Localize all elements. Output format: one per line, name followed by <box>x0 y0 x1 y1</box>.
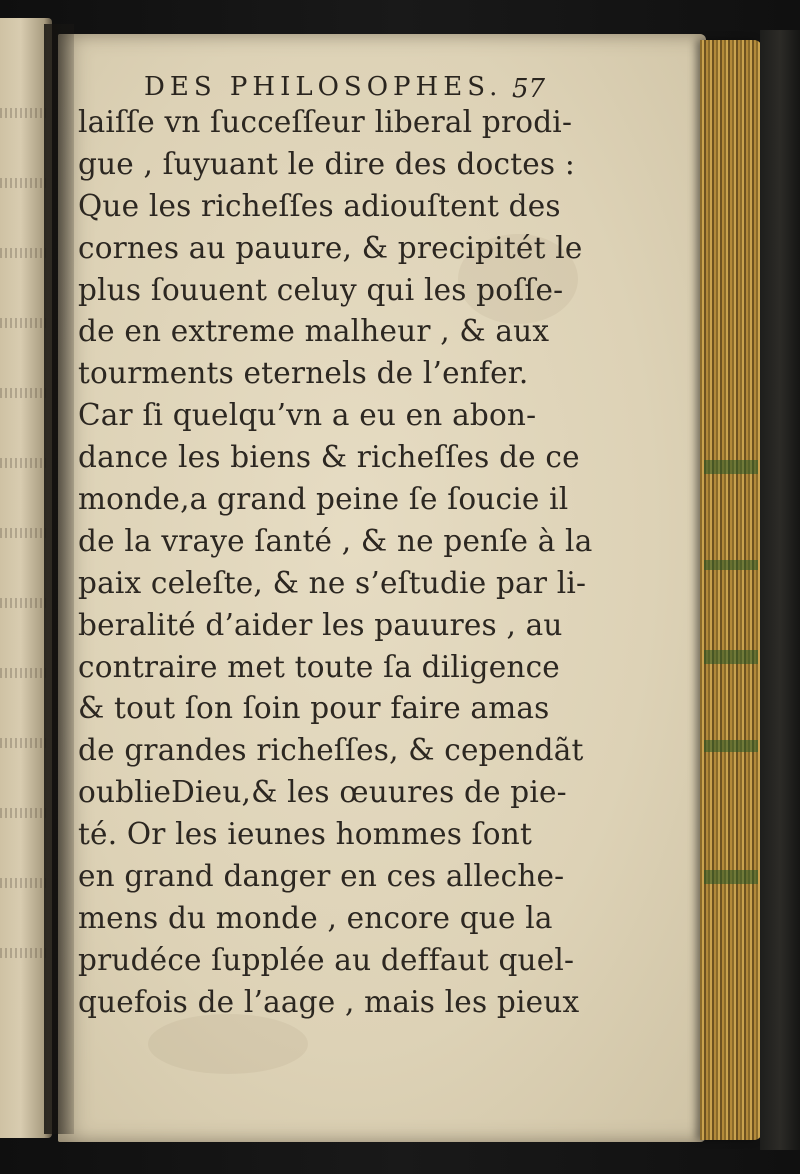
page-gutter <box>44 24 74 1134</box>
text-line: Car ſi quelqu’vn a eu en abon- <box>78 398 537 433</box>
book-binding <box>760 30 800 1150</box>
text-line: oublieDieu,& les œuures de pie- <box>78 775 567 810</box>
text-line: de grandes richeſſes, & cependãt <box>78 733 584 768</box>
text-line: monde,a grand peine ſe ſoucie il <box>78 482 569 517</box>
running-head: DES PHILOSOPHES. <box>144 72 503 102</box>
text-line: té. Or les ieunes hommes ſont <box>78 817 533 852</box>
text-lines <box>78 102 698 1024</box>
page-text-block <box>78 68 698 1019</box>
text-line: plus ſouuent celuy qui les poſſe- <box>78 272 564 307</box>
text-line: dance les biens & richeſſes de ce <box>78 440 580 475</box>
text-line: prudéce ſupplée au deffaut quel- <box>78 942 575 977</box>
text-line: de la vraye ſanté , & ne penſe à la <box>78 523 593 558</box>
text-line: quefois de l’aage , mais les pieux <box>78 984 580 1019</box>
text-line: cornes au pauure, & precipitét le <box>78 230 583 265</box>
text-line: de en extreme malheur , & aux <box>78 314 550 349</box>
text-line: contraire met toute ſa diligence <box>78 649 560 684</box>
text-line: beralité d’aider les pauures , au <box>78 607 563 642</box>
text-line: en grand danger en ces alleche- <box>78 859 565 894</box>
text-line: laiſſe vn ſucceſſeur liberal prodi- <box>78 105 573 139</box>
text-line: tourments eternels de l’enfer. <box>78 356 529 391</box>
text-line: mens du monde , encore que la <box>78 900 553 935</box>
gilt-fore-edge <box>700 40 762 1140</box>
page-number: 57 <box>512 74 546 104</box>
text-line: paix celeſte, & ne s’eſtudie par li- <box>78 565 587 600</box>
text-line: Que les richeſſes adiouſtent des <box>78 188 561 223</box>
text-line: gue , ſuyuant le dire des doctes : <box>78 146 575 181</box>
text-line: & tout ſon ſoin pour faire amas <box>78 691 550 726</box>
